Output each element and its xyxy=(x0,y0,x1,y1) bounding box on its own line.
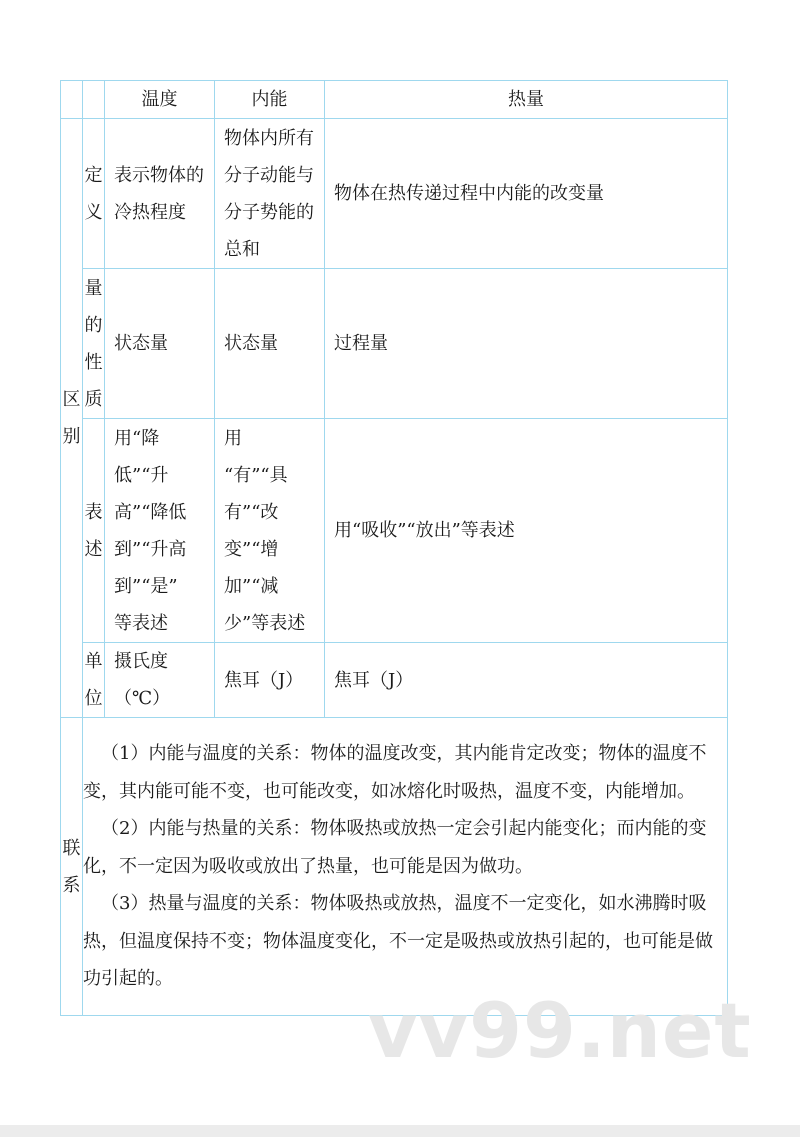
nature-label-char: 量 xyxy=(84,277,103,299)
cell-line: “有”“具 xyxy=(224,464,288,486)
definition-temperature xyxy=(105,119,215,269)
definition-internal-energy xyxy=(215,119,325,269)
unit-label xyxy=(83,643,105,718)
nature-temperature: 状态量 xyxy=(105,269,215,419)
relation-paragraph-3: （3）热量与温度的关系：物体吸热或放热，温度不一定变化，如水沸腾时吸热，但温度保持不变；物体温度变化，不一定是吸热或放热引起的，也可能是做功引起的。 xyxy=(83,893,713,990)
expression-heat: 用“吸收”“放出”等表述 xyxy=(325,419,728,643)
cell-line: 变”“增 xyxy=(224,538,279,560)
comparison-table xyxy=(60,80,728,1016)
expression-label-char: 述 xyxy=(84,538,103,560)
cell-line: 有”“改 xyxy=(224,501,279,523)
cell-line: 冷热程度 xyxy=(114,201,186,223)
unit-label-char: 单 xyxy=(84,651,103,672)
nature-internal-energy: 状态量 xyxy=(215,269,325,419)
unit-internal-energy: 焦耳（J） xyxy=(215,643,325,718)
unit-label-char: 位 xyxy=(84,688,103,709)
nature-label xyxy=(83,269,105,419)
cell-line: 到”“升高 xyxy=(114,538,187,560)
relation-label-char: 系 xyxy=(62,874,81,896)
header-heat: 热量 xyxy=(325,81,728,119)
definition-heat: 物体在热传递过程中内能的改变量 xyxy=(325,119,728,269)
page-bottom-band xyxy=(0,1125,800,1137)
row-expression xyxy=(61,419,728,643)
unit-heat: 焦耳（J） xyxy=(325,643,728,718)
expression-temperature xyxy=(105,419,215,643)
nature-label-char: 的 xyxy=(84,314,103,336)
row-nature xyxy=(61,269,728,419)
cell-line: 用“降 xyxy=(114,427,160,449)
row-relation xyxy=(61,718,728,1016)
relation-paragraph-2: （2）内能与热量的关系：物体吸热或放热一定会引起内能变化；而内能的变化，不一定因为吸收或放出了热量，也可能是因为做功。 xyxy=(83,818,707,877)
expression-label xyxy=(83,419,105,643)
cell-line: 少”等表述 xyxy=(224,612,306,634)
cell-line: 用 xyxy=(224,427,242,449)
cell-line: 等表述 xyxy=(114,612,168,634)
header-internal-energy: 内能 xyxy=(215,81,325,119)
relation-content xyxy=(83,718,728,1016)
watermark: vv99.net xyxy=(368,986,752,1075)
definition-label xyxy=(83,119,105,269)
row-definition xyxy=(61,119,728,269)
relation-label-char: 联 xyxy=(62,837,81,859)
cell-line: 低”“升 xyxy=(114,464,169,486)
expression-label-char: 表 xyxy=(84,501,103,523)
unit-temperature xyxy=(105,643,215,718)
difference-label-char: 别 xyxy=(62,426,81,447)
relation-label xyxy=(61,718,83,1016)
cell-line: 物体内所有 xyxy=(224,127,314,149)
difference-label-char: 区 xyxy=(62,389,81,410)
row-unit xyxy=(61,643,728,718)
cell-line: 分子势能的 xyxy=(224,201,314,223)
cell-line: 高”“降低 xyxy=(114,501,187,523)
cell-line: 总和 xyxy=(224,238,260,260)
cell-line: 到”“是” xyxy=(114,575,178,597)
nature-label-char: 质 xyxy=(84,388,103,410)
relation-paragraph-1: （1）内能与温度的关系：物体的温度改变，其内能肯定改变；物体的温度不变，其内能可能不变，也可能改变，如冰熔化时吸热，温度不变，内能增加。 xyxy=(83,743,707,802)
header-temperature: 温度 xyxy=(105,81,215,119)
definition-label-char: 定 xyxy=(84,164,103,186)
definition-label-char: 义 xyxy=(84,201,103,223)
difference-label xyxy=(61,119,83,718)
header-blank-2 xyxy=(83,81,105,119)
cell-line: （℃） xyxy=(114,688,171,709)
cell-line: 表示物体的 xyxy=(114,164,204,186)
nature-label-char: 性 xyxy=(84,351,103,373)
header-row xyxy=(61,81,728,119)
cell-line: 分子动能与 xyxy=(224,164,314,186)
expression-internal-energy xyxy=(215,419,325,643)
header-blank-1 xyxy=(61,81,83,119)
cell-line: 摄氏度 xyxy=(114,651,168,672)
nature-heat: 过程量 xyxy=(325,269,728,419)
cell-line: 加”“减 xyxy=(224,575,279,597)
